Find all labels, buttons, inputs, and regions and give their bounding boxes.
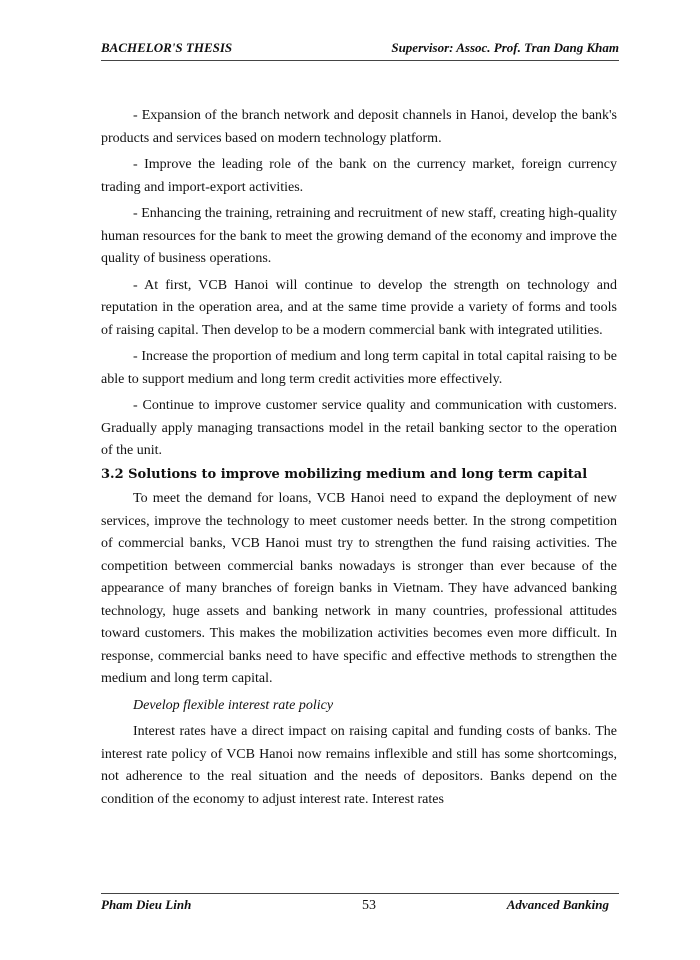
footer-author: Pham Dieu Linh — [101, 897, 192, 912]
header-rule — [101, 60, 619, 61]
page-footer — [101, 897, 609, 914]
bullet-paragraph: - Enhancing the training, retraining and recruitment of new staff, creating high-quality human resources for the bank to meet the growing demand of the economy and improve the quality of business operations. — [101, 206, 617, 266]
page-number: 53 — [362, 898, 377, 913]
footer-course: Advanced Banking — [506, 897, 609, 912]
bullet-paragraph: - Increase the proportion of medium and long term capital in total capital raising to be able to support medium and long term credit activities more effectively. — [101, 349, 617, 387]
subsection-heading: Develop flexible interest rate policy — [133, 697, 334, 713]
section-paragraph: To meet the demand for loans, VCB Hanoi need to expand the deployment of new services, improve the technology to meet customer needs better. In the strong competition of commercial banks, VCB Hanoi must try to strengthen the fund raising activities. The competition between commercial banks nowadays is stronger than ever because of the appearance of many branches of foreign banks in Vietnam. They have advanced banking technology, huge assets and banking network in many countries, professional attitudes toward customers. This makes the mobilization activities becomes even more difficult. In response, commercial banks need to have specific and effective methods to strengthen the medium and long term capital. — [101, 491, 617, 686]
body-text — [101, 105, 617, 811]
header-thesis-title: BACHELOR'S THESIS — [101, 40, 233, 55]
section-heading: 3.2 Solutions to improve mobilizing medium and long term capital — [101, 466, 588, 482]
bullet-paragraph: - Expansion of the branch network and deposit channels in Hanoi, develop the bank's products and services based on modern technology platform. — [101, 108, 617, 146]
page-header — [101, 40, 619, 56]
bullet-paragraph: - Continue to improve customer service quality and communication with customers. Gradually apply managing transactions model in the retail banking sector to the operation of the unit. — [101, 398, 617, 458]
subsection-paragraph: Interest rates have a direct impact on raising capital and funding costs of banks. The interest rate policy of VCB Hanoi now remains inflexible and still has some shortcomings, not adherence to the real situation and the needs of depositors. Banks depend on the condition of the economy to adjust interest rate. Interest rates — [101, 724, 617, 807]
bullet-paragraph: - Improve the leading role of the bank on the currency market, foreign currency trading and import-export activities. — [101, 157, 617, 195]
bullet-paragraph: - At first, VCB Hanoi will continue to develop the strength on technology and reputation in the operation area, and at the same time provide a variety of forms and tools of raising capital. Then develop to be a modern commercial bank with integrated utilities. — [101, 277, 617, 338]
footer-rule — [101, 893, 619, 894]
header-supervisor: Supervisor: Assoc. Prof. Tran Dang Kham — [391, 40, 619, 55]
